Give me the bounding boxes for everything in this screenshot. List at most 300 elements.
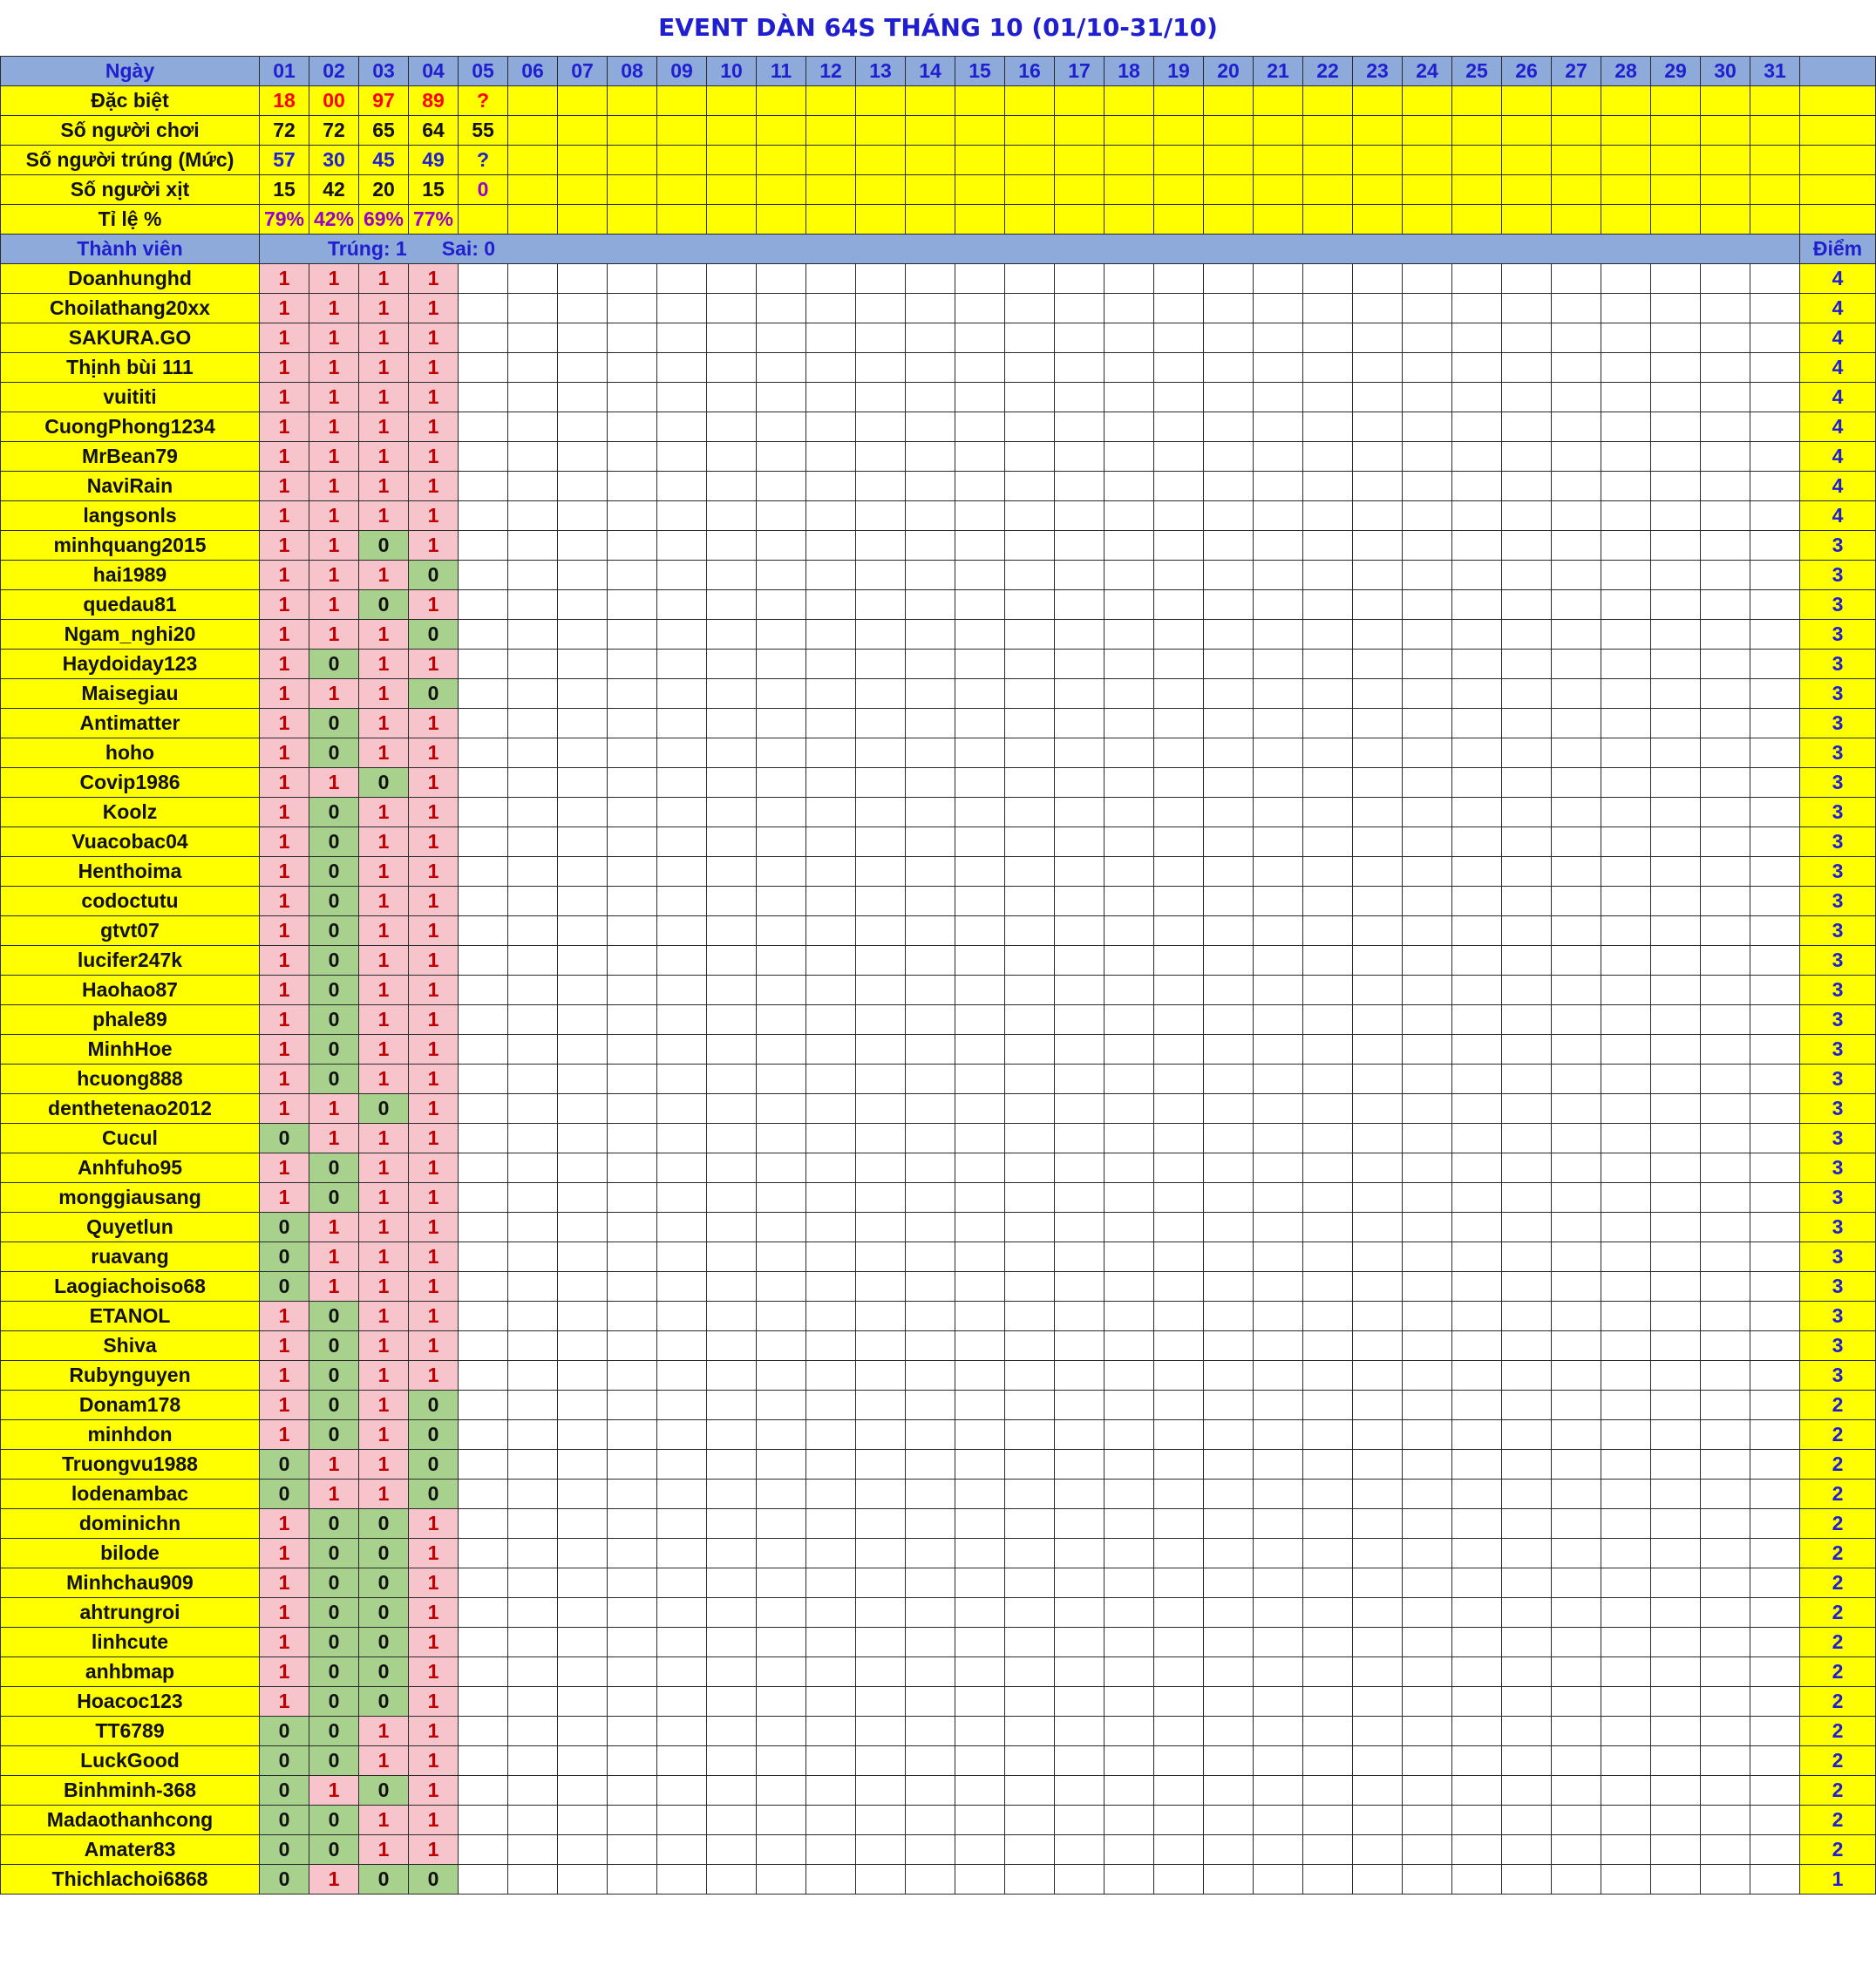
empty-cell — [955, 1717, 1005, 1746]
empty-cell — [1105, 1865, 1154, 1895]
result-cell: 1 — [359, 412, 409, 442]
empty-cell — [1105, 1657, 1154, 1687]
result-cell: 1 — [359, 1835, 409, 1865]
stat-value: 72 — [260, 116, 309, 146]
empty-cell — [1552, 1539, 1601, 1568]
empty-cell — [955, 264, 1005, 294]
empty-cell — [1601, 1361, 1651, 1391]
empty-cell — [757, 1213, 806, 1242]
empty-cell — [558, 679, 608, 709]
empty-cell — [1005, 294, 1055, 323]
result-cell: 1 — [260, 1628, 309, 1657]
empty-cell — [1105, 531, 1154, 561]
stat-empty — [757, 116, 806, 146]
empty-cell — [707, 590, 757, 620]
result-cell: 1 — [409, 709, 459, 738]
empty-cell — [906, 501, 955, 531]
empty-cell — [1154, 946, 1204, 976]
empty-cell — [1452, 1480, 1502, 1509]
day-header-cell: 11 — [757, 57, 806, 86]
empty-cell — [1055, 1776, 1105, 1806]
empty-cell — [1303, 264, 1353, 294]
empty-cell — [1055, 501, 1105, 531]
empty-cell — [1452, 1865, 1502, 1895]
empty-cell — [906, 1094, 955, 1124]
empty-cell — [459, 1598, 508, 1628]
stat-empty — [1353, 86, 1403, 116]
empty-cell — [856, 501, 906, 531]
empty-cell — [707, 1598, 757, 1628]
member-name: MrBean79 — [1, 442, 260, 472]
empty-cell — [1005, 798, 1055, 827]
stat-value: 49 — [409, 146, 459, 175]
empty-cell — [1452, 590, 1502, 620]
empty-cell — [1651, 1005, 1701, 1035]
result-cell: 1 — [359, 976, 409, 1005]
stat-label: Số người chơi — [1, 116, 260, 146]
empty-cell — [1552, 620, 1601, 650]
empty-cell — [1105, 709, 1154, 738]
empty-cell — [1601, 1717, 1651, 1746]
empty-cell — [1452, 1687, 1502, 1717]
empty-cell — [1701, 1420, 1750, 1450]
empty-cell — [1154, 620, 1204, 650]
member-row — [1, 1183, 1876, 1213]
empty-cell — [1601, 887, 1651, 916]
empty-cell — [1403, 1124, 1452, 1153]
empty-cell — [1154, 294, 1204, 323]
empty-cell — [806, 1065, 856, 1094]
empty-cell — [657, 1272, 707, 1302]
stat-empty — [1005, 116, 1055, 146]
empty-cell — [1055, 1598, 1105, 1628]
result-cell: 1 — [309, 1124, 359, 1153]
empty-cell — [1353, 887, 1403, 916]
empty-cell — [558, 887, 608, 916]
empty-cell — [1403, 916, 1452, 946]
empty-cell — [1303, 1183, 1353, 1213]
member-name: NaviRain — [1, 472, 260, 501]
empty-cell — [707, 1331, 757, 1361]
empty-cell — [906, 768, 955, 798]
empty-cell — [1204, 1539, 1254, 1568]
empty-cell — [1105, 1628, 1154, 1657]
empty-cell — [1204, 857, 1254, 887]
result-cell: 0 — [309, 1035, 359, 1065]
result-cell: 1 — [260, 1420, 309, 1450]
empty-cell — [1154, 1835, 1204, 1865]
empty-cell — [558, 738, 608, 768]
empty-cell — [1651, 1835, 1701, 1865]
empty-cell — [1452, 768, 1502, 798]
result-cell: 1 — [409, 1509, 459, 1539]
empty-cell — [657, 1153, 707, 1183]
empty-cell — [459, 412, 508, 442]
empty-cell — [707, 323, 757, 353]
day-header-cell: 18 — [1105, 57, 1154, 86]
empty-cell — [558, 1213, 608, 1242]
empty-cell — [1303, 798, 1353, 827]
empty-cell — [1303, 946, 1353, 976]
empty-cell — [558, 798, 608, 827]
empty-cell — [1353, 650, 1403, 679]
empty-cell — [1353, 412, 1403, 442]
empty-cell — [1651, 857, 1701, 887]
empty-cell — [1601, 1331, 1651, 1361]
empty-cell — [1701, 768, 1750, 798]
day-header-cell: 25 — [1452, 57, 1502, 86]
empty-cell — [856, 1242, 906, 1272]
empty-cell — [1055, 827, 1105, 857]
result-cell: 0 — [309, 1628, 359, 1657]
member-score: 4 — [1800, 323, 1876, 353]
empty-cell — [806, 1776, 856, 1806]
empty-cell — [608, 798, 657, 827]
result-cell: 0 — [359, 1657, 409, 1687]
empty-cell — [1601, 1806, 1651, 1835]
empty-cell — [1154, 976, 1204, 1005]
result-cell: 1 — [359, 709, 409, 738]
member-score: 3 — [1800, 1035, 1876, 1065]
result-cell: 0 — [409, 620, 459, 650]
result-cell: 0 — [359, 1509, 409, 1539]
empty-cell — [459, 1450, 508, 1480]
day-header-cell: 08 — [608, 57, 657, 86]
empty-cell — [508, 1361, 558, 1391]
empty-cell — [1701, 412, 1750, 442]
member-row — [1, 1835, 1876, 1865]
empty-cell — [757, 1302, 806, 1331]
empty-cell — [1303, 1509, 1353, 1539]
score-header-blank — [1800, 57, 1876, 86]
empty-cell — [1502, 1302, 1552, 1331]
empty-cell — [608, 531, 657, 561]
empty-cell — [608, 1865, 657, 1895]
empty-cell — [906, 353, 955, 383]
empty-cell — [1204, 1065, 1254, 1094]
member-row — [1, 1361, 1876, 1391]
stat-empty — [1552, 205, 1601, 235]
empty-cell — [856, 679, 906, 709]
empty-cell — [1353, 1539, 1403, 1568]
empty-cell — [1154, 827, 1204, 857]
stat-empty — [806, 205, 856, 235]
empty-cell — [657, 827, 707, 857]
empty-cell — [608, 1213, 657, 1242]
empty-cell — [1005, 1539, 1055, 1568]
empty-cell — [1353, 1242, 1403, 1272]
empty-cell — [1254, 1005, 1303, 1035]
empty-cell — [1254, 501, 1303, 531]
result-cell: 1 — [409, 264, 459, 294]
empty-cell — [955, 1835, 1005, 1865]
empty-cell — [1601, 561, 1651, 590]
empty-cell — [1452, 798, 1502, 827]
empty-cell — [1204, 531, 1254, 561]
empty-cell — [1601, 1420, 1651, 1450]
stat-empty — [707, 146, 757, 175]
empty-cell — [558, 1272, 608, 1302]
empty-cell — [1154, 887, 1204, 916]
result-cell: 1 — [359, 442, 409, 472]
empty-cell — [707, 353, 757, 383]
empty-cell — [906, 323, 955, 353]
empty-cell — [806, 827, 856, 857]
empty-cell — [906, 472, 955, 501]
result-cell: 1 — [309, 294, 359, 323]
empty-cell — [1154, 1568, 1204, 1598]
stat-empty — [608, 86, 657, 116]
empty-cell — [657, 1005, 707, 1035]
empty-cell — [508, 294, 558, 323]
empty-cell — [608, 679, 657, 709]
empty-cell — [1204, 1094, 1254, 1124]
empty-cell — [707, 1776, 757, 1806]
stat-empty — [1403, 86, 1452, 116]
member-name: linhcute — [1, 1628, 260, 1657]
empty-cell — [1105, 590, 1154, 620]
empty-cell — [1750, 976, 1800, 1005]
empty-cell — [558, 383, 608, 412]
empty-cell — [806, 590, 856, 620]
empty-cell — [1055, 887, 1105, 916]
empty-cell — [1204, 1568, 1254, 1598]
result-cell: 1 — [409, 1124, 459, 1153]
empty-cell — [1651, 353, 1701, 383]
empty-cell — [459, 353, 508, 383]
empty-cell — [1403, 946, 1452, 976]
empty-cell — [1353, 323, 1403, 353]
empty-cell — [707, 827, 757, 857]
empty-cell — [1105, 383, 1154, 412]
empty-cell — [608, 590, 657, 620]
empty-cell — [707, 1568, 757, 1598]
empty-cell — [1601, 294, 1651, 323]
empty-cell — [1601, 1835, 1651, 1865]
empty-cell — [508, 1568, 558, 1598]
empty-cell — [1303, 323, 1353, 353]
empty-cell — [459, 1835, 508, 1865]
empty-cell — [1701, 501, 1750, 531]
empty-cell — [1552, 1509, 1601, 1539]
empty-cell — [508, 679, 558, 709]
stat-empty — [1005, 175, 1055, 205]
stat-empty — [1701, 86, 1750, 116]
empty-cell — [558, 1628, 608, 1657]
result-cell: 1 — [260, 1035, 309, 1065]
empty-cell — [1403, 1865, 1452, 1895]
empty-cell — [608, 1272, 657, 1302]
empty-cell — [558, 650, 608, 679]
empty-cell — [1452, 679, 1502, 709]
empty-cell — [1701, 1065, 1750, 1094]
stat-score-blank — [1800, 205, 1876, 235]
empty-cell — [1701, 1806, 1750, 1835]
empty-cell — [1154, 738, 1204, 768]
empty-cell — [508, 1391, 558, 1420]
empty-cell — [955, 1005, 1005, 1035]
empty-cell — [1403, 383, 1452, 412]
empty-cell — [657, 442, 707, 472]
empty-cell — [1403, 1657, 1452, 1687]
member-score: 4 — [1800, 442, 1876, 472]
stat-empty — [1750, 205, 1800, 235]
empty-cell — [1552, 531, 1601, 561]
empty-cell — [608, 857, 657, 887]
empty-cell — [1701, 1005, 1750, 1035]
empty-cell — [508, 1094, 558, 1124]
member-name: monggiausang — [1, 1183, 260, 1213]
result-cell: 0 — [309, 1598, 359, 1628]
empty-cell — [558, 1302, 608, 1331]
empty-cell — [1303, 1242, 1353, 1272]
result-cell: 1 — [309, 383, 359, 412]
empty-cell — [508, 1124, 558, 1153]
empty-cell — [856, 294, 906, 323]
empty-cell — [1701, 1183, 1750, 1213]
empty-cell — [1601, 1746, 1651, 1776]
empty-cell — [1105, 264, 1154, 294]
empty-cell — [657, 1509, 707, 1539]
day-header-cell: 22 — [1303, 57, 1353, 86]
member-row — [1, 294, 1876, 323]
empty-cell — [508, 798, 558, 827]
member-name: Donam178 — [1, 1391, 260, 1420]
empty-cell — [459, 1717, 508, 1746]
stat-empty — [806, 175, 856, 205]
result-cell: 1 — [359, 1746, 409, 1776]
empty-cell — [1303, 1568, 1353, 1598]
result-cell: 1 — [409, 590, 459, 620]
result-cell: 0 — [309, 1065, 359, 1094]
day-header-cell: 16 — [1005, 57, 1055, 86]
empty-cell — [657, 1717, 707, 1746]
empty-cell — [1055, 1391, 1105, 1420]
empty-cell — [1204, 916, 1254, 946]
empty-cell — [955, 1124, 1005, 1153]
empty-cell — [707, 1005, 757, 1035]
empty-cell — [1105, 887, 1154, 916]
empty-cell — [1701, 1124, 1750, 1153]
empty-cell — [558, 1391, 608, 1420]
empty-cell — [459, 857, 508, 887]
empty-cell — [558, 590, 608, 620]
member-score: 4 — [1800, 294, 1876, 323]
empty-cell — [1055, 1065, 1105, 1094]
result-cell: 1 — [309, 1213, 359, 1242]
stat-empty — [1552, 86, 1601, 116]
empty-cell — [806, 294, 856, 323]
result-cell: 0 — [260, 1746, 309, 1776]
empty-cell — [1105, 1539, 1154, 1568]
empty-cell — [1701, 472, 1750, 501]
empty-cell — [1353, 738, 1403, 768]
empty-cell — [757, 264, 806, 294]
empty-cell — [1750, 679, 1800, 709]
empty-cell — [1055, 353, 1105, 383]
empty-cell — [1254, 442, 1303, 472]
result-cell: 0 — [359, 1865, 409, 1895]
empty-cell — [1452, 1717, 1502, 1746]
empty-cell — [1452, 501, 1502, 531]
stat-empty — [1254, 175, 1303, 205]
empty-cell — [608, 1094, 657, 1124]
empty-cell — [1701, 857, 1750, 887]
empty-cell — [856, 1835, 906, 1865]
member-row — [1, 1746, 1876, 1776]
empty-cell — [1204, 1183, 1254, 1213]
empty-cell — [806, 679, 856, 709]
empty-cell — [1005, 264, 1055, 294]
empty-cell — [906, 1035, 955, 1065]
empty-cell — [1403, 1746, 1452, 1776]
members-header-label: Thành viên — [1, 235, 260, 264]
stat-value: 55 — [459, 116, 508, 146]
day-header-cell: 09 — [657, 57, 707, 86]
member-row — [1, 1272, 1876, 1302]
empty-cell — [459, 294, 508, 323]
empty-cell — [955, 768, 1005, 798]
empty-cell — [1651, 1035, 1701, 1065]
result-cell: 1 — [359, 620, 409, 650]
empty-cell — [1601, 1865, 1651, 1895]
empty-cell — [1055, 1242, 1105, 1272]
empty-cell — [1154, 1183, 1204, 1213]
empty-cell — [1204, 768, 1254, 798]
result-cell: 1 — [359, 650, 409, 679]
empty-cell — [608, 472, 657, 501]
result-cell: 1 — [409, 1568, 459, 1598]
empty-cell — [1552, 383, 1601, 412]
stat-empty — [1651, 205, 1701, 235]
empty-cell — [856, 561, 906, 590]
empty-cell — [1055, 1539, 1105, 1568]
empty-cell — [1552, 1598, 1601, 1628]
empty-cell — [657, 887, 707, 916]
empty-cell — [1055, 1094, 1105, 1124]
stat-empty — [1701, 205, 1750, 235]
stat-value: 65 — [359, 116, 409, 146]
empty-cell — [1452, 1628, 1502, 1657]
empty-cell — [459, 1806, 508, 1835]
empty-cell — [1254, 1153, 1303, 1183]
empty-cell — [459, 1213, 508, 1242]
member-score: 3 — [1800, 650, 1876, 679]
empty-cell — [1353, 1806, 1403, 1835]
empty-cell — [1403, 1213, 1452, 1242]
empty-cell — [806, 1094, 856, 1124]
member-row — [1, 976, 1876, 1005]
empty-cell — [707, 1391, 757, 1420]
empty-cell — [1502, 1598, 1552, 1628]
empty-cell — [955, 1539, 1005, 1568]
empty-cell — [1502, 650, 1552, 679]
empty-cell — [558, 1361, 608, 1391]
stat-empty — [1353, 146, 1403, 175]
empty-cell — [1154, 1509, 1204, 1539]
result-cell: 1 — [359, 1480, 409, 1509]
empty-cell — [1303, 1361, 1353, 1391]
empty-cell — [1750, 1657, 1800, 1687]
result-cell: 1 — [309, 472, 359, 501]
empty-cell — [1502, 887, 1552, 916]
member-score: 2 — [1800, 1568, 1876, 1598]
empty-cell — [1701, 353, 1750, 383]
empty-cell — [856, 1094, 906, 1124]
empty-cell — [1452, 1331, 1502, 1361]
result-cell: 1 — [309, 1450, 359, 1480]
member-score: 3 — [1800, 768, 1876, 798]
